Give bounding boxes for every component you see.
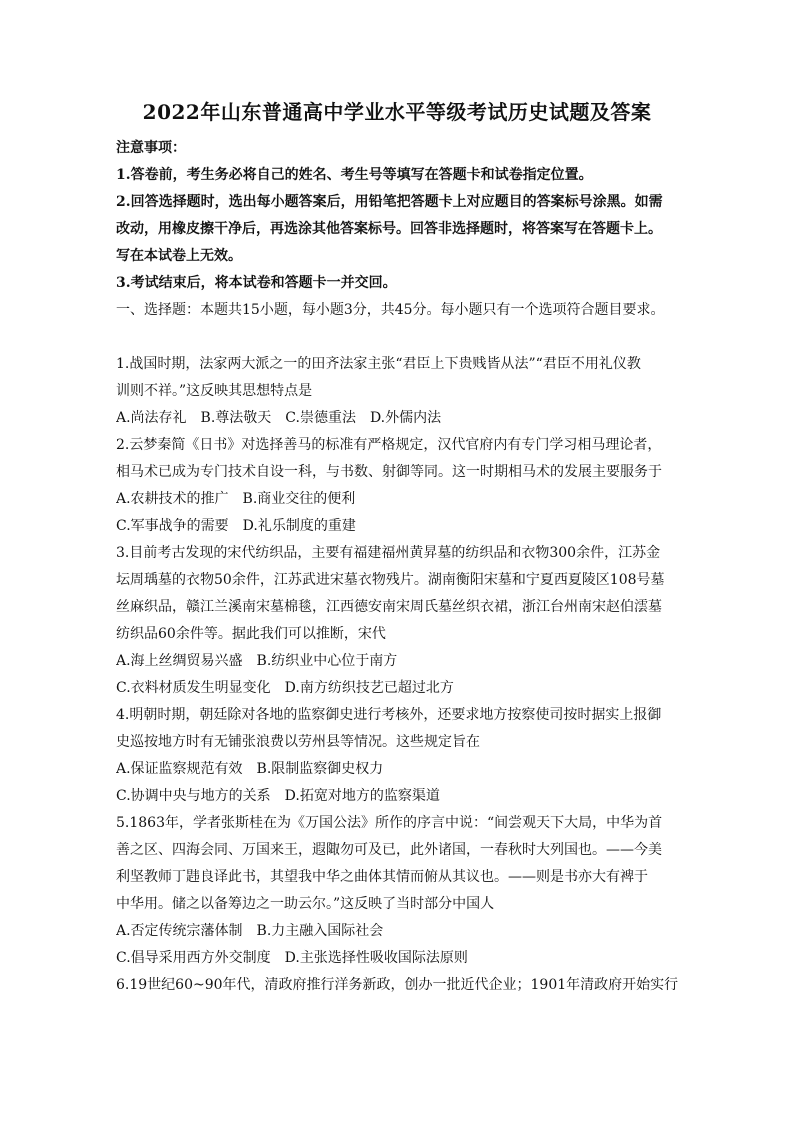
question-line: 利坚教师丁韪良译此书，其望我中华之曲体其情而俯从其议也。——则是书亦大有裨于: [116, 869, 648, 885]
blank-line: [116, 324, 678, 351]
answer-options: C.协调中央与地方的关系 D.拓宽对地方的监察渠道: [116, 788, 440, 804]
notice-line: 2.回答选择题时，选出每小题答案后，用铅笔把答题卡上对应题目的答案标号涂黑。如需: [116, 194, 663, 210]
question-line: 6.19世纪60~90年代，清政府推行洋务新政，创办一批近代企业；1901年清政府开始实行: [116, 977, 678, 993]
answer-options: C.军事战争的需要 D.礼乐制度的重建: [116, 518, 356, 534]
question-line: 4.明朝时期，朝廷除对各地的监察御史进行考核外，还要求地方按察使司按时据实上报御: [116, 707, 662, 723]
question-line: 坛周瑀墓的衣物50余件，江苏武进宋墓衣物残片。湖南衡阳宋墓和宁夏西夏陵区108号墓: [116, 572, 665, 588]
question-line: 丝麻织品，赣江兰溪南宋墓棉毯，江西德安南宋周氏墓丝织衣裙，浙江台州南宋赵伯澐墓: [116, 599, 662, 615]
question-line: 训则不祥。”这反映其思想特点是: [116, 383, 313, 399]
answer-options: A.尚法存礼 B.尊法敬天 C.崇德重法 D.外儒内法: [116, 410, 442, 426]
answer-options: A.否定传统宗藩体制 B.力主融入国际社会: [116, 923, 384, 939]
notice-line: 写在本试卷上无效。: [116, 248, 242, 264]
notice-line: 3.考试结束后，将本试卷和答题卡一并交回。: [116, 275, 397, 291]
answer-options: C.倡导采用西方外交制度 D.主张选择性吸收国际法原则: [116, 950, 468, 966]
answer-options: A.保证监察规范有效 B.限制监察御史权力: [116, 761, 384, 777]
page-title: 2022年山东普通高中学业水平等级考试历史试题及答案: [142, 100, 652, 124]
answer-options: A.农耕技术的推广 B.商业交往的便利: [116, 491, 356, 507]
answer-options: C.衣料材质发生明显变化 D.南方纺织技艺已超过北方: [116, 680, 454, 696]
question-line: 3.目前考古发现的宋代纺织品，主要有福建福州黄昇墓的纺织品和衣物300余件，江苏金: [116, 545, 661, 561]
notice-heading: 注意事项：: [116, 140, 186, 156]
question-line: 纺织品60余件等。据此我们可以推断，宋代: [116, 626, 386, 642]
question-line: 中华用。储之以备筹边之一助云尔。”这反映了当时部分中国人: [116, 896, 495, 912]
notice-line: 1.答卷前，考生务必将自己的姓名、考生号等填写在答题卡和试卷指定位置。: [116, 167, 593, 183]
question-line: 5.1863年，学者张斯桂在为《万国公法》所作的序言中说：“间尝观天下大局，中华为首: [116, 815, 663, 831]
question-line: 1.战国时期，法家两大派之一的田齐法家主张“君臣上下贵贱皆从法”“君臣不用礼仪教: [116, 356, 641, 372]
question-line: 2.云梦秦简《日书》对选择善马的标准有严格规定，汉代官府内有专门学习相马理论者，: [116, 437, 662, 453]
section-intro: 一、选择题：本题共15小题，每小题3分，共45分。每小题只有一个选项符合题目要求。: [116, 302, 665, 318]
question-line: 相马术已成为专门技术自设一科，与书数、射御等同。这一时期相马术的发展主要服务于: [116, 464, 662, 480]
question-line: 史巡按地方时有无铺张浪费以劳州县等情况。这些规定旨在: [116, 734, 480, 750]
question-line: 善之区、四海会同、万国来王，遐陬勿可及已，此外诸国，一春秋时大列国也。——今美: [116, 842, 662, 858]
answer-options: A.海上丝绸贸易兴盛 B.纺织业中心位于南方: [116, 653, 398, 669]
notice-line: 改动，用橡皮擦干净后，再选涂其他答案标号。回答非选择题时，将答案写在答题卡上。: [116, 221, 662, 237]
